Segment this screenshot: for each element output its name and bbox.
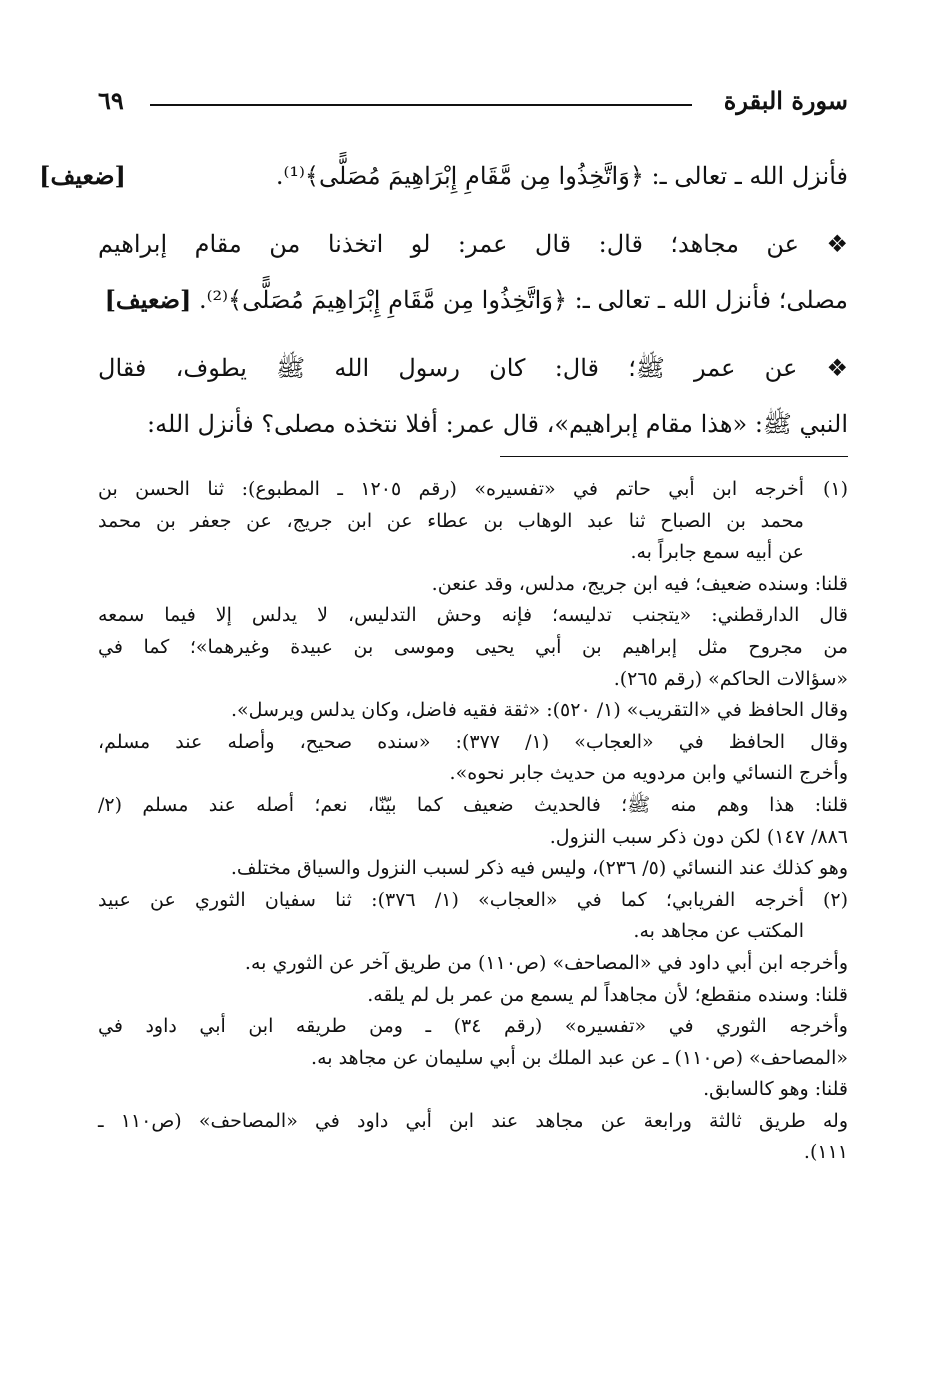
surah-title: سورة البقرة xyxy=(723,86,848,115)
footnote-line: من مجروح مثل إبراهيم بن أبي يحيى وموسى بن عبيدة وغيرهما»؛ كما في xyxy=(98,635,848,658)
grade-label: [ضعيف] xyxy=(39,161,126,190)
footnote-line: قال الدارقطني: «يتجنب تدليسه؛ فإنه وحش التدليس، لا يدلس إلا فيما سمعه xyxy=(98,604,848,627)
footnote-line: وأخرجه الثوري في «تفسيره» (رقم ٣٤) ـ ومن طريقه ابن أبي داود في xyxy=(98,1015,848,1038)
paragraph-2-line-2 xyxy=(98,272,848,328)
footnote-line: «سؤالات الحاكم» (رقم ٢٦٥). xyxy=(613,667,848,690)
footnote-number: (١) xyxy=(822,478,848,500)
footnote-line: ٨٨٦/ ١٤٧) لكن دون ذكر سبب النزول. xyxy=(549,825,848,848)
footnote-2 xyxy=(98,885,848,1169)
header-rule xyxy=(150,104,692,106)
footnote-line: المكتب عن مجاهد به. xyxy=(633,920,804,943)
footnote-line: ١١١). xyxy=(803,1141,848,1164)
footnote-line: أخرجه ابن أبي حاتم في «تفسيره» (رقم ١٢٠٥ ـ المطبوع): ثنا الحسن بن xyxy=(98,478,804,500)
footnote-line: محمد بن الصباح ثنا عبد الوهاب بن عطاء عن ابن جريج، عن جعفر بن محمد xyxy=(98,509,804,532)
footnote-line: وأخرجه ابن أبي داود في «المصاحف» (ص١١٠) من طريق آخر عن الثوري به. xyxy=(244,951,848,974)
footnote-line: وقال الحافظ في «التقريب» (١/ ٥٢٠): «ثقة فقيه فاضل، وكان يدلس ويرسل». xyxy=(230,699,848,722)
footnote-line: عن أبيه سمع جابراً به. xyxy=(630,541,804,564)
footnote-line: قلنا: وسنده منقطع؛ لأن مجاهداً لم يسمع من عمر بل لم يلقه. xyxy=(367,983,848,1006)
footnotes xyxy=(98,474,848,1169)
footnote-number: (٢) xyxy=(822,888,848,911)
footnote-line: وقال الحافظ في «العجاب» (١/ ٣٧٧): «سنده صحيح، وأصله عند مسلم، xyxy=(98,730,848,753)
paragraph-text: فأنزل الله ـ تعالى ـ: ﴿وَاتَّخِذُوا مِن مَّقَامِ إِبْرَاهِيمَ مُصَلًّى﴾⁽¹⁾. xyxy=(275,162,848,190)
footnote-line: وله طريق ثالثة ورابعة عن مجاهد عند ابن أبي داود في «المصاحف» (ص١١٠ ـ xyxy=(98,1109,848,1132)
footnote-1 xyxy=(98,474,848,885)
page-header xyxy=(98,82,848,126)
footnote-line: وأخرج النسائي وابن مردويه من حديث جابر نحوه». xyxy=(449,762,848,785)
footnote-line: «المصاحف» (ص١١٠) ـ عن عبد الملك بن أبي سليمان عن مجاهد به. xyxy=(311,1046,848,1069)
grade-label: [ضعيف] xyxy=(104,285,192,314)
footnote-line: قلنا: وهو كالسابق. xyxy=(703,1078,848,1101)
paragraph-text: مصلى؛ فأنزل الله ـ تعالى ـ: ﴿وَاتَّخِذُوا مِن مَّقَامِ إِبْرَاهِيمَ مُصَلًّى﴾⁽²⁾. xyxy=(198,286,848,314)
footnote-line: وهو كذلك عند النسائي (٥/ ٢٣٦)، وليس فيه ذكر لسبب النزول والسياق مختلف. xyxy=(230,857,848,880)
footnote-line: قلنا: هذا وهم منه ﷺ؛ فالحديث ضعيف كما بيّنّا، نعم؛ أصله عند مسلم (٢/ xyxy=(98,793,848,816)
paragraph-1 xyxy=(39,148,848,204)
paragraph-3-line-2: النبي ﷺ: «هذا مقام إبراهيم»، قال عمر: أفلا نتخذه مصلى؟ فأنزل الله: xyxy=(147,410,848,438)
paragraph-2-line-1: ❖ عن مجاهد؛ قال: قال عمر: لو اتخذنا من مقام إبراهيم xyxy=(98,230,848,258)
main-text xyxy=(39,148,848,452)
footnote-separator xyxy=(500,456,848,457)
page-number: ٦٩ xyxy=(98,86,124,115)
paragraph-3-line-1: ❖ عن عمر ﷺ؛ قال: كان رسول الله ﷺ يطوف، فقال xyxy=(98,354,848,382)
footnote-line: قلنا: وسنده ضعيف؛ فيه ابن جريج، مدلس، وقد عنعن. xyxy=(431,572,848,595)
footnote-line: أخرجه الفريابي؛ كما في «العجاب» (١/ ٣٧٦): ثنا سفيان الثوري عن عبيد xyxy=(98,888,804,911)
